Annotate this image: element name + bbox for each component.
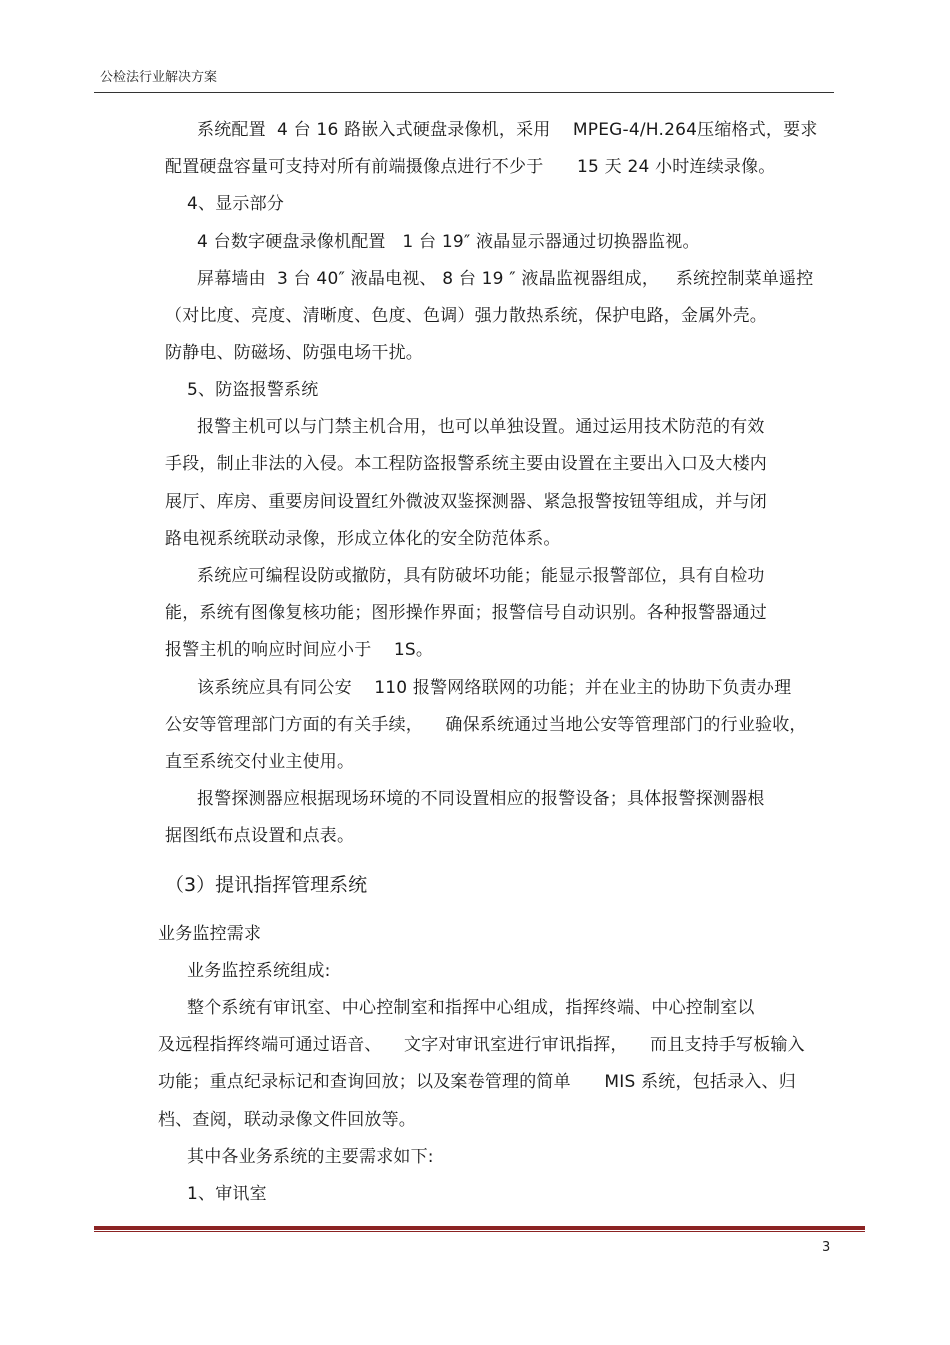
- page-number: 3: [822, 1240, 831, 1255]
- paragraph-line: 报警主机的响应时间应小于 1S。: [165, 640, 434, 660]
- paragraph-line: 系统配置 4 台 16 路嵌入式硬盘录像机，采用 MPEG-4/H.264压缩格式，要求: [197, 120, 818, 140]
- paragraph-line: 配置硬盘容量可支持对所有前端摄像点进行不少于 15 天 24 小时连续录像。: [165, 157, 776, 177]
- paragraph-line: 及远程指挥终端可通过语音、 文字对审讯室进行审讯指挥， 而且支持手写板输入: [158, 1035, 805, 1055]
- header-divider: [94, 92, 834, 93]
- page-header-title: 公检法行业解决方案: [100, 70, 218, 85]
- paragraph-line: 档、查阅，联动录像文件回放等。: [158, 1110, 416, 1130]
- footer-divider-thick: [94, 1226, 865, 1230]
- paragraph-line: 整个系统有审讯室、中心控制室和指挥中心组成，指挥终端、中心控制室以: [187, 998, 755, 1018]
- paragraph-line: 展厅、库房、重要房间设置红外微波双鉴探测器、紧急报警按钮等组成，并与闭: [165, 492, 767, 512]
- paragraph-line: 业务监控需求: [158, 924, 262, 944]
- paragraph-line: 业务监控系统组成:: [187, 961, 331, 981]
- paragraph-line: 路电视系统联动录像，形成立体化的安全防范体系。: [165, 529, 561, 549]
- paragraph-line: 屏幕墙由 3 台 40″ 液晶电视、 8 台 19 ″ 液晶监视器组成， 系统控制菜单遥控: [197, 269, 814, 289]
- section-heading-display: 4、显示部分: [187, 194, 285, 214]
- paragraph-line: 报警主机可以与门禁主机合用，也可以单独设置。通过运用技术防范的有效: [197, 417, 765, 437]
- section-heading-interrogation: 1、审讯室: [187, 1184, 267, 1204]
- paragraph-line: 系统应可编程设防或撤防，具有防破坏功能；能显示报警部位，具有自检功: [197, 566, 765, 586]
- paragraph-line: 其中各业务系统的主要需求如下:: [187, 1147, 434, 1167]
- paragraph-line: 报警探测器应根据现场环境的不同设置相应的报警设备；具体报警探测器根: [197, 789, 765, 809]
- section-heading-alarm: 5、防盗报警系统: [187, 380, 319, 400]
- paragraph-line: 据图纸布点设置和点表。: [165, 826, 355, 846]
- paragraph-line: 公安等管理部门方面的有关手续， 确保系统通过当地公安等管理部门的行业验收，: [165, 715, 807, 735]
- paragraph-line: 能，系统有图像复核功能；图形操作界面；报警信号自动识别。各种报警器通过: [165, 603, 767, 623]
- paragraph-line: 该系统应具有同公安 110 报警网络联网的功能；并在业主的协助下负责办理: [197, 678, 792, 698]
- paragraph-line: 功能；重点纪录标记和查询回放；以及案卷管理的简单 MIS 系统，包括录入、归: [158, 1072, 796, 1092]
- paragraph-line: 直至系统交付业主使用。: [165, 752, 355, 772]
- paragraph-line: 4 台数字硬盘录像机配置 1 台 19″ 液晶显示器通过切换器监视。: [197, 232, 700, 252]
- paragraph-line: 手段，制止非法的入侵。本工程防盗报警系统主要由设置在主要出入口及大楼内: [165, 454, 767, 474]
- subsection-heading: （3）提讯指挥管理系统: [165, 874, 368, 896]
- paragraph-line: 防静电、防磁场、防强电场干扰。: [165, 343, 423, 363]
- paragraph-line: （对比度、亮度、清晰度、色度、色调）强力散热系统，保护电路，金属外壳。: [165, 306, 767, 326]
- footer-divider-thin: [94, 1231, 865, 1232]
